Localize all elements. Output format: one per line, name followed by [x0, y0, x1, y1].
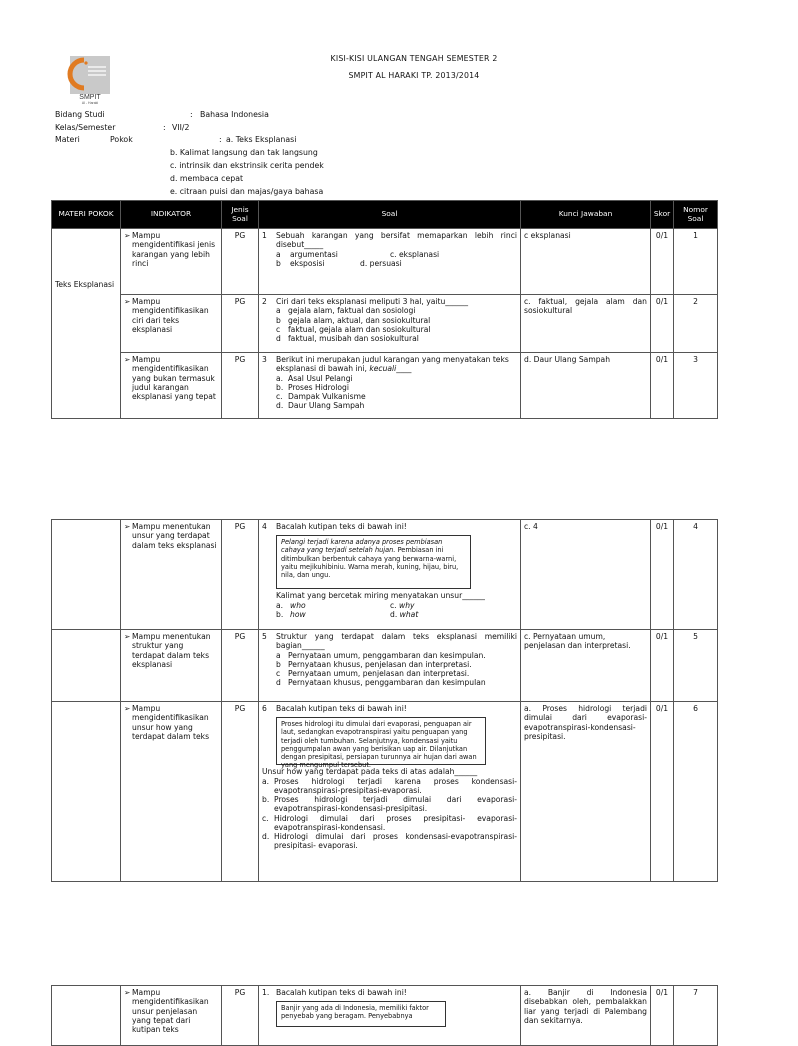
skor-cell: 0/1 — [651, 630, 674, 702]
logo-subtitle: Al - Haraki — [81, 101, 99, 105]
nomor-cell: 6 — [674, 702, 718, 882]
materi-label: Materi — [55, 135, 80, 144]
skor-cell: 0/1 — [651, 295, 674, 353]
skor-cell: 0/1 — [651, 986, 674, 1046]
materi-cell: Teks Eksplanasi — [52, 229, 121, 419]
quote-box: Banjir yang ada di Indonesia, memiliki faktor penyebab yang beragam. Penyebabnya — [276, 1001, 446, 1027]
kelas-value: VII/2 — [172, 123, 190, 132]
jenis-cell: PG — [222, 986, 259, 1046]
soal-cell: 5 Struktur yang terdapat dalam teks eksplanasi memiliki bagian______ a Pernyataan umum, penggambaran dan kesimpulan. b Pernyataan khusus, penjelasan dan interpretasi. c Pernyataan umum, penjelasan dan interpretasi. d Pernyataan khusus, penggambaran dan kesimpulan — [259, 630, 521, 702]
bidang-value: Bahasa Indonesia — [200, 110, 269, 119]
logo-text: SMPIT — [79, 94, 101, 101]
header-jenis: Jenis Soal — [222, 201, 259, 229]
jenis-cell: PG — [222, 353, 259, 419]
materi-item-b: b. Kalimat langsung dan tak langsung — [170, 148, 318, 157]
colon: : — [163, 123, 166, 132]
materi-item-c: c. intrinsik dan ekstrinsik cerita pendek — [170, 161, 324, 170]
table-row — [52, 520, 718, 630]
kunci-cell: a. Proses hidrologi terjadi dimulai dari evaporasi-evapotranspirasi-kondensasi-presipitasi. — [521, 702, 651, 882]
materi-item-e: e. citraan puisi dan majas/gaya bahasa — [170, 187, 324, 196]
table-row — [52, 630, 718, 702]
table-row — [52, 353, 718, 419]
materi-item-a: a. Teks Eksplanasi — [226, 135, 297, 144]
soal-cell: 2 Ciri dari teks eksplanasi meliputi 3 hal, yaitu______ a gejala alam, faktual dan sosiologi b gejala alam, aktual, dan sosiokultural c faktual, gejala alam dan sosiokultural d faktual, musibah dan sosiokultural — [259, 295, 521, 353]
table-row — [52, 986, 718, 1046]
materi-cell — [52, 986, 121, 1046]
nomor-cell: 5 — [674, 630, 718, 702]
kisi-table-2 — [51, 519, 718, 882]
skor-cell: 0/1 — [651, 702, 674, 882]
kelas-label: Kelas/Semester — [55, 123, 116, 132]
table-row — [52, 229, 718, 295]
soal-cell: 1 Sebuah karangan yang bersifat memaparkan lebih rinci disebut_____ a argumentasi c. eksplanasi b eksposisi d. persuasi — [259, 229, 521, 295]
materi-item-d: d. membaca cepat — [170, 174, 244, 183]
table-row — [52, 702, 718, 882]
nomor-cell: 3 — [674, 353, 718, 419]
document-title: KISI-KISI ULANGAN TENGAH SEMESTER 2 — [330, 54, 498, 63]
soal-cell: 1. Bacalah kutipan teks di bawah ini! Banjir yang ada di Indonesia, memiliki faktor penyebab yang beragam. Penyebabnya — [259, 986, 521, 1046]
jenis-cell: PG — [222, 702, 259, 882]
header-nomor: Nomor Soal — [674, 201, 718, 229]
kunci-cell: d. Daur Ulang Sampah — [521, 353, 651, 419]
soal-cell: 6 Bacalah kutipan teks di bawah ini! Proses hidrologi itu dimulai dari evaporasi, penguapan air laut, sedangkan evapotranspirasi yaitu penguapan yang terjadi oleh tumbuhan. Selanjutnya, kondensasi yaitu penggumpalan awan yang berisikan uap air. Dilanjutkan dengan presipitasi, persiapan turunnya air hujan dari awan yang mengumpul tersebut. Unsur how yang terdapat pada teks di atas adalah______ a. Proses hidrologi terjadi karena proses kondensasi-evapotranspirasi-presipitasi-evaporasi. b. Proses hidrologi terjadi dimulai dari evaporasi-evapotranspirasi-kondensasi-presipitasi. c. Hidrologi dimulai dari proses presipitasi- evaporasi-evapotranspirasi-kondensasi. d. Hidrologi dimulai dari proses kondensasi-evapotranspirasi-presipitasi- evaporasi. — [259, 702, 521, 882]
colon: : — [190, 110, 193, 119]
soal-cell: 3 Berikut ini merupakan judul karangan yang menyatakan teks eksplanasi di bawah ini, kecuali____ a. Asal Usul Pelangi b. Proses Hidrologi c. Dampak Vulkanisme d. Daur Ulang Sampah — [259, 353, 521, 419]
skor-cell: 0/1 — [651, 353, 674, 419]
header-kunci: Kunci Jawaban — [521, 201, 651, 229]
skor-cell: 0/1 — [651, 229, 674, 295]
nomor-cell: 4 — [674, 520, 718, 630]
quote-box: Proses hidrologi itu dimulai dari evaporasi, penguapan air laut, sedangkan evapotranspirasi yaitu penguapan yang terjadi oleh tumbuhan. Selanjutnya, kondensasi yaitu penggumpalan awan yang berisikan uap air. Dilanjutkan dengan presipitasi, persiapan turunnya air hujan dari awan yang mengumpul tersebut. — [276, 717, 486, 765]
header-skor: Skor — [651, 201, 674, 229]
colon: : — [219, 135, 222, 144]
materi-cell — [52, 630, 121, 702]
jenis-cell: PG — [222, 520, 259, 630]
table-row — [52, 295, 718, 353]
indikator-cell: ➢ Mampu mengidentifikasikan yang bukan termasuk judul karangan eksplanasi yang tepat — [121, 353, 222, 419]
materi-cell — [52, 520, 121, 630]
indikator-cell: ➢ Mampu menentukan unsur yang terdapat dalam teks eksplanasi — [121, 520, 222, 630]
kunci-cell: c. Pernyataan umum, penjelasan dan interpretasi. — [521, 630, 651, 702]
kunci-cell: c. 4 — [521, 520, 651, 630]
indikator-cell: ➢ Mampu mengidentifikasikan unsur penjelasan yang tepat dari kutipan teks — [121, 986, 222, 1046]
nomor-cell: 2 — [674, 295, 718, 353]
indikator-cell: ➢ Mampu menentukan struktur yang terdapat dalam teks eksplanasi — [121, 630, 222, 702]
kunci-cell: c. faktual, gejala alam dan sosiokultural — [521, 295, 651, 353]
soal-cell: 4 Bacalah kutipan teks di bawah ini! Pelangi terjadi karena adanya proses pembiasan cahaya yang terjadi setelah hujan. Pembiasan ini ditimbulkan berbentuk cahaya yang berwarna-warni, yaitu mejikuhibiniu. Warna merah, kuning, hijau, biru, nila, dan ungu. Kalimat yang bercetak miring menyatakan unsur______ a. who c. why b. how d. what — [259, 520, 521, 630]
document-subtitle: SMPIT AL HARAKI TP. 2013/2014 — [348, 71, 480, 80]
header-indikator: INDIKATOR — [121, 201, 222, 229]
indikator-cell: ➢ Mampu mengidentifikasi jenis karangan yang lebih rinci — [121, 229, 222, 295]
skor-cell: 0/1 — [651, 520, 674, 630]
jenis-cell: PG — [222, 295, 259, 353]
kunci-cell: c eksplanasi — [521, 229, 651, 295]
header-materi: MATERI POKOK — [52, 201, 121, 229]
indikator-cell: ➢ Mampu mengidentifikasikan unsur how yang terdapat dalam teks — [121, 702, 222, 882]
jenis-cell: PG — [222, 229, 259, 295]
pokok-label: Pokok — [110, 135, 133, 144]
header-soal: Soal — [259, 201, 521, 229]
bidang-label: Bidang Studi — [55, 110, 105, 119]
kisi-table-1 — [51, 200, 718, 419]
nomor-cell: 1 — [674, 229, 718, 295]
indikator-cell: ➢ Mampu mengidentifikasikan ciri dari teks eksplanasi — [121, 295, 222, 353]
quote-box: Pelangi terjadi karena adanya proses pembiasan cahaya yang terjadi setelah hujan. Pembiasan ini ditimbulkan berbentuk cahaya yang berwarna-warni, yaitu mejikuhibiniu. Warna merah, kuning, hijau, biru, nila, dan ungu. — [276, 535, 471, 589]
kisi-table-3 — [51, 985, 718, 1046]
jenis-cell: PG — [222, 630, 259, 702]
materi-cell — [52, 702, 121, 882]
nomor-cell: 7 — [674, 986, 718, 1046]
kunci-cell: a. Banjir di Indonesia disebabkan oleh, pembalakkan liar yang terjadi di Palembang dan sekitarnya. — [521, 986, 651, 1046]
